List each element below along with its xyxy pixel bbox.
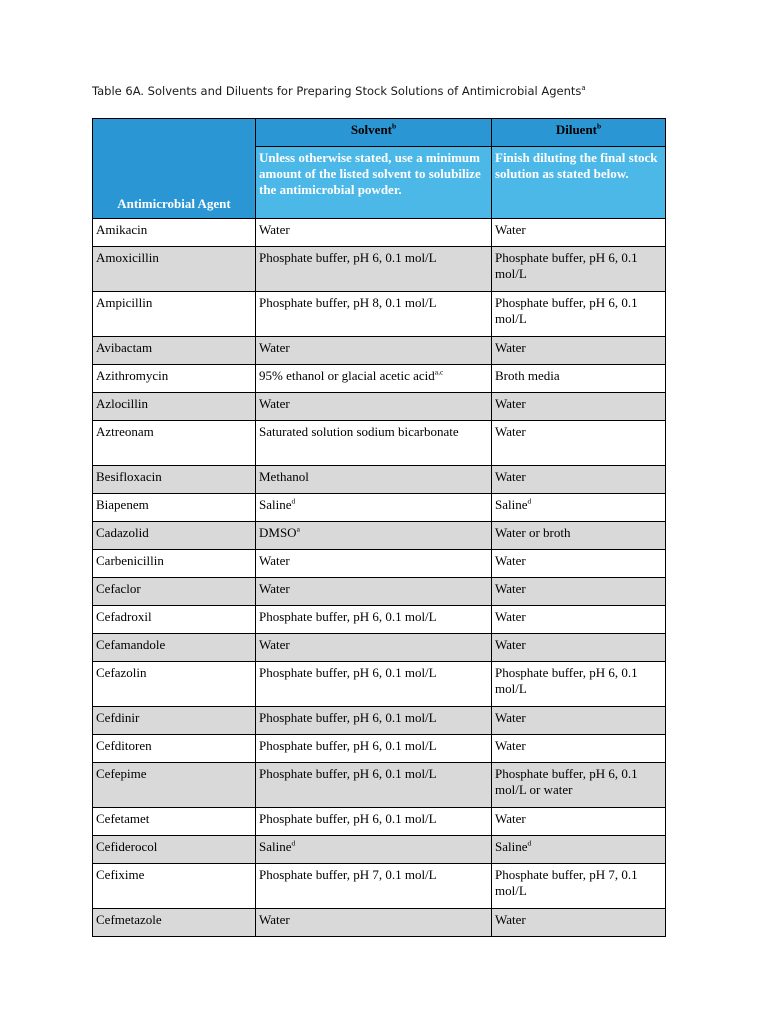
diluent-cell — [492, 578, 666, 606]
agent-cell — [93, 522, 256, 550]
solvent-cell — [256, 494, 492, 522]
table-row — [93, 836, 666, 864]
solvent-cell-text: Water — [259, 396, 290, 411]
agent-cell — [93, 864, 256, 909]
solvent-cell-text: Phosphate buffer, pH 6, 0.1 mol/L — [259, 811, 437, 826]
diluent-cell — [492, 466, 666, 494]
table-row — [93, 494, 666, 522]
agent-cell-text: Amikacin — [96, 222, 148, 237]
solvent-cell — [256, 522, 492, 550]
agent-cell-text: Cefepime — [96, 766, 147, 781]
solvent-cell-text: Water — [259, 637, 290, 652]
solvent-cell — [256, 836, 492, 864]
table-row — [93, 219, 666, 247]
agent-cell-text: Cefetamet — [96, 811, 150, 826]
agent-cell-text: Cefmetazole — [96, 912, 162, 927]
caption-footnote-marker: a — [581, 84, 586, 93]
table-row — [93, 337, 666, 365]
solvent-cell-text: Water — [259, 222, 290, 237]
solvent-cell — [256, 365, 492, 393]
solvent-cell-text: Water — [259, 553, 290, 568]
solvent-cell — [256, 763, 492, 808]
agent-cell-text: Cefaclor — [96, 581, 141, 596]
table-row — [93, 909, 666, 937]
table-row — [93, 578, 666, 606]
solvent-cell-text: DMSO — [259, 525, 297, 540]
header-solvent-label: Solvent — [350, 122, 392, 137]
agent-cell-text: Cefditoren — [96, 738, 152, 753]
diluent-cell — [492, 707, 666, 735]
solvent-cell — [256, 864, 492, 909]
header-solvent-footnote: b — [392, 121, 397, 131]
diluent-cell — [492, 365, 666, 393]
diluent-cell-text: Water — [495, 637, 526, 652]
table-row — [93, 634, 666, 662]
agent-cell — [93, 836, 256, 864]
diluent-cell-text: Water — [495, 424, 526, 439]
solvent-cell-footnote: d — [291, 838, 296, 848]
solvents-diluents-table — [92, 118, 666, 937]
header-row — [93, 119, 666, 147]
solvent-cell-text: Methanol — [259, 469, 309, 484]
agent-cell — [93, 808, 256, 836]
solvent-cell-text: Phosphate buffer, pH 6, 0.1 mol/L — [259, 766, 437, 781]
diluent-cell-text: Phosphate buffer, pH 6, 0.1 mol/L — [495, 665, 638, 696]
solvent-cell-text: Phosphate buffer, pH 6, 0.1 mol/L — [259, 710, 437, 725]
agent-cell — [93, 292, 256, 337]
table-row — [93, 522, 666, 550]
agent-cell — [93, 634, 256, 662]
diluent-cell-text: Water — [495, 396, 526, 411]
diluent-cell — [492, 763, 666, 808]
table-row — [93, 421, 666, 466]
caption-text: Table 6A. Solvents and Diluents for Preparing Stock Solutions of Antimicrobial Agents — [92, 84, 582, 98]
agent-cell-text: Besifloxacin — [96, 469, 162, 484]
solvent-cell-text: Phosphate buffer, pH 6, 0.1 mol/L — [259, 665, 437, 680]
diluent-cell — [492, 337, 666, 365]
solvent-cell-footnote: a,c — [434, 367, 444, 377]
agent-cell-text: Carbenicillin — [96, 553, 164, 568]
header-diluent-footnote: b — [597, 121, 602, 131]
agent-cell — [93, 421, 256, 466]
table-row — [93, 864, 666, 909]
solvent-cell — [256, 578, 492, 606]
diluent-cell-text: Water — [495, 912, 526, 927]
agent-cell — [93, 550, 256, 578]
diluent-cell-footnote: d — [527, 838, 532, 848]
table-row — [93, 763, 666, 808]
agent-cell — [93, 466, 256, 494]
solvent-cell — [256, 247, 492, 292]
solvent-cell-text: Phosphate buffer, pH 7, 0.1 mol/L — [259, 867, 437, 882]
agent-cell — [93, 909, 256, 937]
agent-cell — [93, 662, 256, 707]
diluent-cell — [492, 808, 666, 836]
agent-cell-text: Aztreonam — [96, 424, 154, 439]
diluent-cell — [492, 909, 666, 937]
agent-cell — [93, 219, 256, 247]
diluent-cell-text: Water — [495, 340, 526, 355]
solvent-cell-footnote: a — [296, 524, 300, 534]
agent-cell-text: Cefiderocol — [96, 839, 158, 854]
table-row — [93, 247, 666, 292]
header-diluent — [492, 119, 666, 147]
table-row — [93, 707, 666, 735]
agent-cell-text: Azithromycin — [96, 368, 169, 383]
agent-cell-text: Azlocillin — [96, 396, 148, 411]
table-row — [93, 292, 666, 337]
diluent-cell — [492, 292, 666, 337]
solvent-cell — [256, 808, 492, 836]
header-agent — [93, 119, 256, 219]
agent-cell-text: Cefamandole — [96, 637, 166, 652]
solvent-cell-footnote: d — [291, 496, 296, 506]
table-row — [93, 393, 666, 421]
diluent-cell — [492, 606, 666, 634]
diluent-cell-text: Water — [495, 581, 526, 596]
agent-cell-text: Cefixime — [96, 867, 145, 882]
diluent-cell — [492, 836, 666, 864]
solvent-cell — [256, 421, 492, 466]
agent-cell — [93, 606, 256, 634]
table-body — [93, 219, 666, 937]
diluent-cell-text: Saline — [495, 839, 528, 854]
solvent-cell-text: Phosphate buffer, pH 8, 0.1 mol/L — [259, 295, 437, 310]
agent-cell — [93, 494, 256, 522]
table-row — [93, 808, 666, 836]
solvent-cell-text: 95% ethanol or glacial acetic acid — [259, 368, 435, 383]
solvent-cell — [256, 634, 492, 662]
diluent-cell-text: Water — [495, 553, 526, 568]
diluent-cell-footnote: d — [527, 496, 532, 506]
header-diluent-label: Diluent — [555, 122, 597, 137]
table-row — [93, 606, 666, 634]
agent-cell — [93, 247, 256, 292]
table-row — [93, 466, 666, 494]
solvent-cell — [256, 292, 492, 337]
header-solvent — [256, 119, 492, 147]
solvent-cell — [256, 337, 492, 365]
diluent-cell-text: Water — [495, 222, 526, 237]
diluent-cell — [492, 219, 666, 247]
table-row — [93, 735, 666, 763]
diluent-cell — [492, 662, 666, 707]
table-caption — [92, 84, 586, 98]
diluent-cell-text: Phosphate buffer, pH 6, 0.1 mol/L — [495, 250, 638, 281]
agent-cell — [93, 763, 256, 808]
agent-cell-text: Cadazolid — [96, 525, 149, 540]
solvent-cell — [256, 606, 492, 634]
solvent-cell-text: Saline — [259, 497, 292, 512]
agent-cell-text: Amoxicillin — [96, 250, 159, 265]
diluent-cell — [492, 247, 666, 292]
solvent-cell — [256, 393, 492, 421]
diluent-cell — [492, 634, 666, 662]
diluent-cell — [492, 494, 666, 522]
table-row — [93, 365, 666, 393]
diluent-cell-text: Saline — [495, 497, 528, 512]
diluent-cell — [492, 421, 666, 466]
agent-cell-text: Cefazolin — [96, 665, 147, 680]
agent-cell-text: Cefadroxil — [96, 609, 152, 624]
agent-cell-text: Cefdinir — [96, 710, 140, 725]
agent-cell-text: Avibactam — [96, 340, 153, 355]
agent-cell — [93, 365, 256, 393]
solvent-cell-text: Phosphate buffer, pH 6, 0.1 mol/L — [259, 250, 437, 265]
diluent-cell-text: Water — [495, 811, 526, 826]
diluent-cell-text: Water — [495, 609, 526, 624]
diluent-cell-text: Water — [495, 469, 526, 484]
solvent-cell — [256, 550, 492, 578]
diluent-cell-text: Broth media — [495, 368, 560, 383]
agent-cell-text: Ampicillin — [96, 295, 153, 310]
diluent-cell-text: Water — [495, 738, 526, 753]
diluent-cell-text: Water — [495, 710, 526, 725]
diluent-cell — [492, 550, 666, 578]
header-agent-label: Antimicrobial Agent — [117, 196, 231, 211]
solvent-cell — [256, 219, 492, 247]
solvent-cell-text: Saturated solution sodium bicarbonate — [259, 424, 459, 439]
diluent-cell — [492, 864, 666, 909]
agent-cell — [93, 578, 256, 606]
solvent-cell-text: Water — [259, 340, 290, 355]
solvent-cell — [256, 466, 492, 494]
solvent-cell — [256, 909, 492, 937]
solvent-cell — [256, 662, 492, 707]
diluent-note: Finish diluting the final stock solution as stated below. — [492, 147, 666, 219]
diluent-cell-text: Phosphate buffer, pH 6, 0.1 mol/L — [495, 295, 638, 326]
agent-cell — [93, 707, 256, 735]
solvent-cell-text: Saline — [259, 839, 292, 854]
solvent-cell-text: Water — [259, 912, 290, 927]
diluent-cell — [492, 522, 666, 550]
agent-cell — [93, 393, 256, 421]
solvent-cell-text: Phosphate buffer, pH 6, 0.1 mol/L — [259, 738, 437, 753]
agent-cell — [93, 735, 256, 763]
agent-cell — [93, 337, 256, 365]
solvent-cell — [256, 735, 492, 763]
diluent-cell — [492, 393, 666, 421]
table-row — [93, 550, 666, 578]
diluent-cell-text: Phosphate buffer, pH 7, 0.1 mol/L — [495, 867, 638, 898]
solvent-cell-text: Water — [259, 581, 290, 596]
table-row — [93, 662, 666, 707]
diluent-cell-text: Phosphate buffer, pH 6, 0.1 mol/L or water — [495, 766, 638, 797]
diluent-cell-text: Water or broth — [495, 525, 571, 540]
solvent-cell-text: Phosphate buffer, pH 6, 0.1 mol/L — [259, 609, 437, 624]
solvent-cell — [256, 707, 492, 735]
diluent-cell — [492, 735, 666, 763]
agent-cell-text: Biapenem — [96, 497, 149, 512]
solvent-note: Unless otherwise stated, use a minimum amount of the listed solvent to solubilize the antimicrobial powder. — [256, 147, 492, 219]
